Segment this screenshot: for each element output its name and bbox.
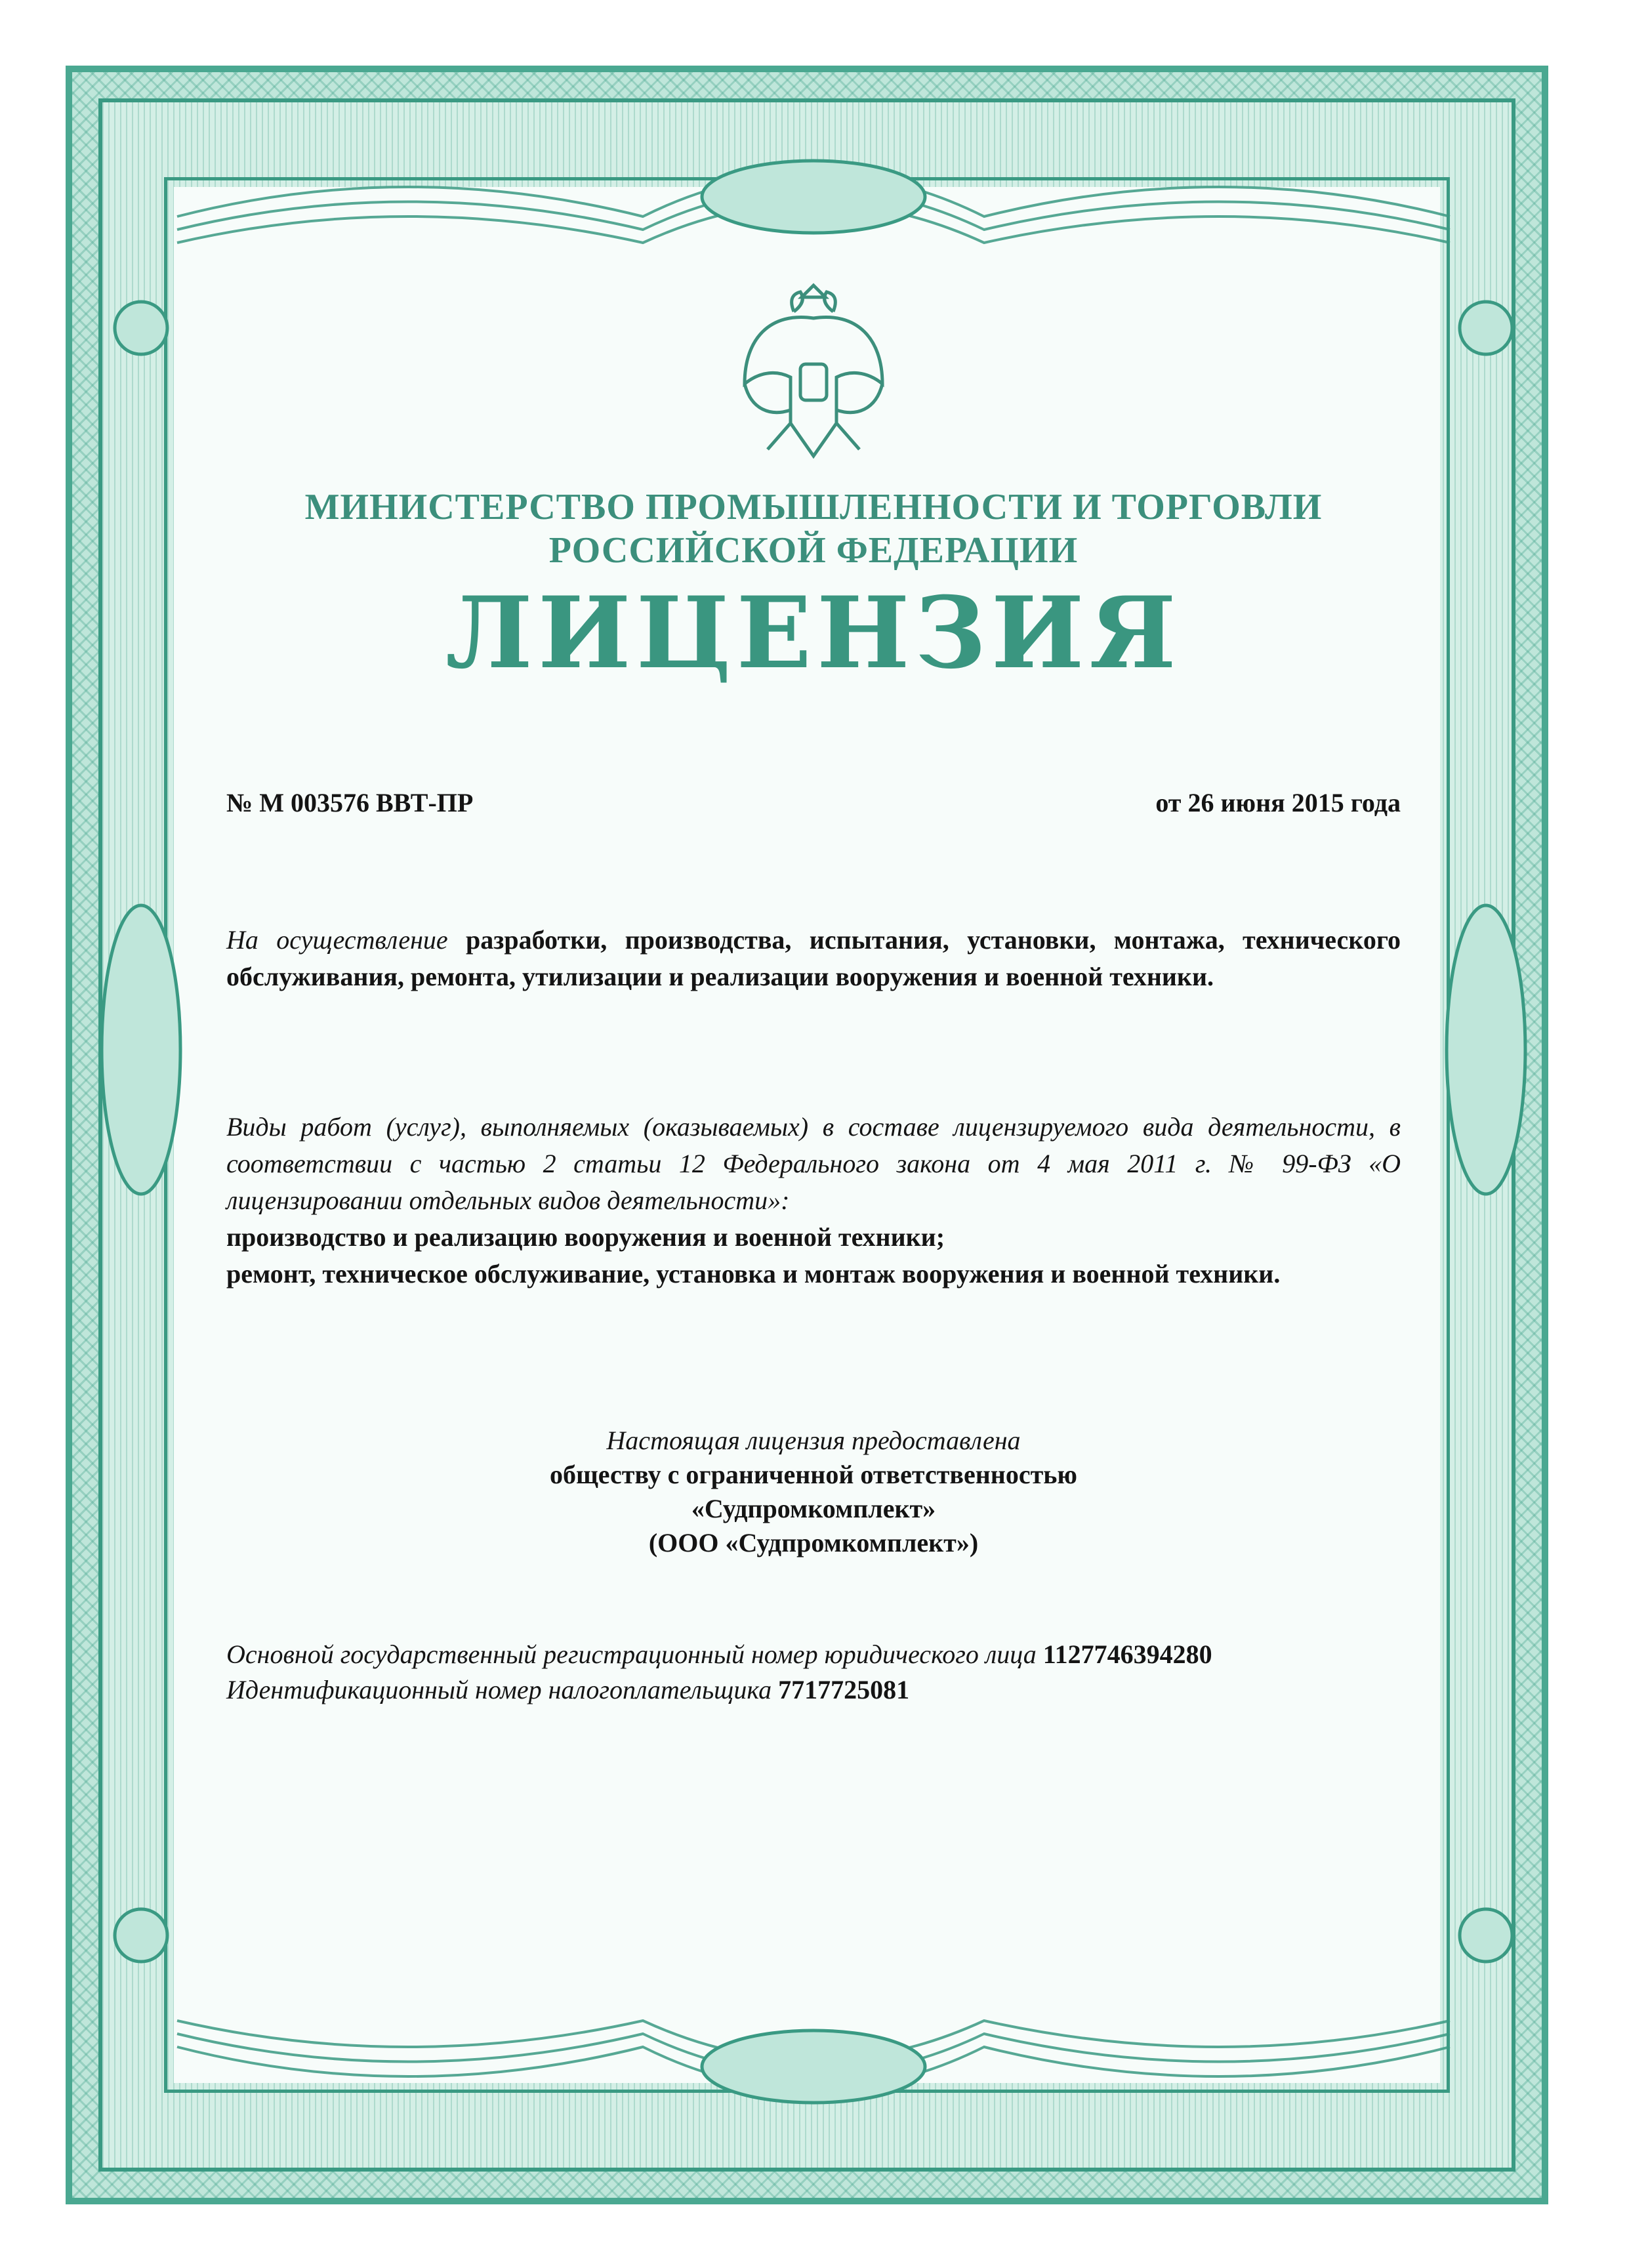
work-types-paragraph [226, 1109, 1401, 1292]
grantee-block [226, 1424, 1401, 1560]
activity-text: разработки, производства, испытания, установки, монтажа, технического обслуживания, ремонта, утилизации и реализации вооружения и военной техники. [226, 925, 1401, 991]
grantee-line-1: обществу с ограниченной ответственностью [550, 1460, 1077, 1489]
license-number: № М 003576 ВВТ-ПР [226, 788, 474, 817]
ministry-header [223, 485, 1404, 572]
ministry-line-2: РОССИЙСКОЙ ФЕДЕРАЦИИ [548, 530, 1079, 571]
inn-row [226, 1672, 1401, 1708]
identifiers-block [226, 1637, 1401, 1708]
document-title: ЛИЦЕНЗИЯ [445, 575, 1182, 691]
ogrn-row [226, 1637, 1401, 1672]
work-type-item-1: производство и реализацию вооружения и военной техники; [226, 1222, 945, 1252]
grantee-intro: Настоящая лицензия предоставлена [606, 1426, 1021, 1455]
license-date: от 26 июня 2015 года [1155, 788, 1401, 817]
grantee-line-3: (ООО «Судпромкомплект») [648, 1528, 979, 1557]
grantee-line-2: «Судпромкомплект» [691, 1494, 936, 1523]
inn-value: 7717725081 [778, 1675, 910, 1704]
ministry-line-1: МИНИСТЕРСТВО ПРОМЫШЛЕННОСТИ И ТОРГОВЛИ [304, 487, 1323, 527]
ogrn-label: Основной государственный регистрационный номер юридического лица [226, 1639, 1037, 1669]
activity-intro: На осуществление [226, 925, 448, 955]
ogrn-value: 1127746394280 [1042, 1639, 1212, 1669]
work-type-item-2: ремонт, техническое обслуживание, установка и монтаж вооружения и военной техники. [226, 1259, 1281, 1289]
russian-coat-of-arms-icon [731, 272, 896, 476]
work-types-intro: Виды работ (услуг), выполняемых (оказываемых) в составе лицензируемого вида деятельности, в соответствии с частью 2 статьи 12 Федерального закона от 4 мая 2011 г. № 99-ФЗ «О лицензировании отдельных видов деятельности»: [226, 1112, 1401, 1215]
activity-paragraph [226, 922, 1401, 995]
inn-label: Идентификационный номер налогоплательщика [226, 1675, 772, 1704]
